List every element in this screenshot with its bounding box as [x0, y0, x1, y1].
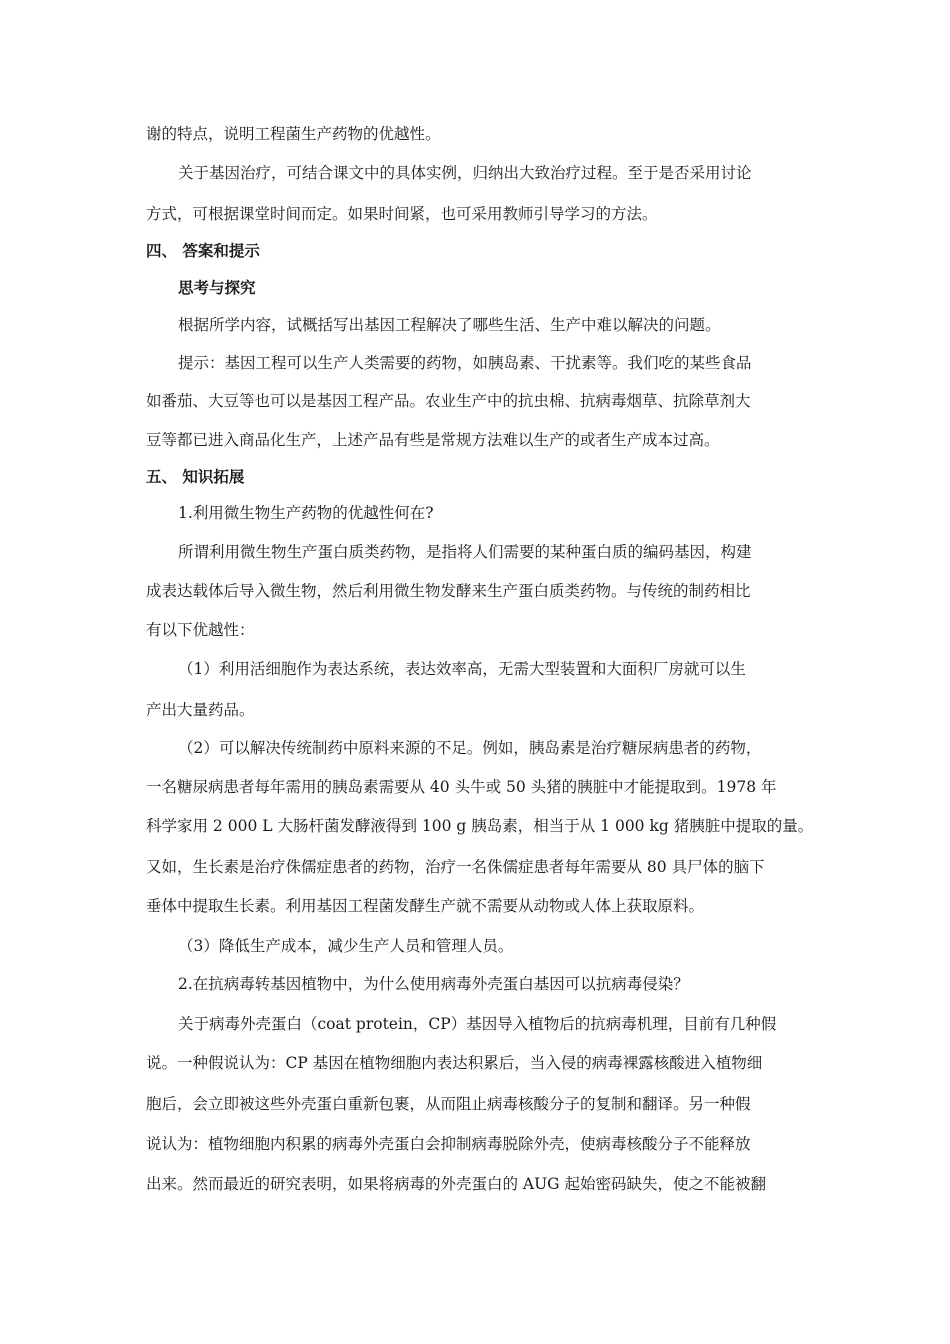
paragraph-line: 豆等都已进入商品化生产，上述产品有些是常规方法难以生产的或者生产成本过高。: [146, 431, 720, 449]
paragraph-line: （3）降低生产成本，减少生产人员和管理人员。: [178, 937, 514, 955]
paragraph-line: 胞后，会立即被这些外壳蛋白重新包裹，从而阻止病毒核酸分子的复制和翻译。另一种假: [146, 1095, 751, 1113]
paragraph-line: 成表达载体后导入微生物，然后利用微生物发酵来生产蛋白质类药物。与传统的制药相比: [146, 582, 751, 600]
paragraph-line: 关于基因治疗，可结合课文中的具体实例，归纳出大致治疗过程。至于是否采用讨论: [178, 164, 752, 182]
section-heading: 四、 答案和提示: [146, 242, 260, 260]
question-text: 根据所学内容，试概括写出基因工程解决了哪些生活、生产中难以解决的问题。: [178, 316, 721, 334]
paragraph-line: 说。一种假说认为：CP 基因在植物细胞内表达积累后，当入侵的病毒裸露核酸进入植物细: [146, 1054, 763, 1072]
paragraph-line: 谢的特点，说明工程菌生产药物的优越性。: [146, 125, 441, 143]
question-text: 2.在抗病毒转基因植物中，为什么使用病毒外壳蛋白基因可以抗病毒侵染？: [178, 975, 689, 993]
paragraph-line: 垂体中提取生长素。利用基因工程菌发酵生产就不需要从动物或人体上获取原料。: [146, 897, 705, 915]
section-heading: 五、 知识拓展: [146, 468, 245, 486]
paragraph-line: 产出大量药品。: [146, 701, 255, 719]
paragraph-line: 说认为：植物细胞内积累的病毒外壳蛋白会抑制病毒脱除外壳，使病毒核酸分子不能释放: [146, 1135, 751, 1153]
paragraph-line: 所谓利用微生物生产蛋白质类药物，是指将人们需要的某种蛋白质的编码基因，构建: [178, 543, 752, 561]
paragraph-line: 科学家用 2 000 L 大肠杆菌发酵液得到 100 g 胰岛素，相当于从 1 000 kg 猪胰脏中提取的量。: [146, 817, 814, 835]
paragraph-line: 一名糖尿病患者每年需用的胰岛素需要从 40 头牛或 50 头猪的胰脏中才能提取到。1978 年: [146, 778, 777, 796]
paragraph-line: 如番茄、大豆等也可以是基因工程产品。农业生产中的抗虫棉、抗病毒烟草、抗除草剂大: [146, 392, 751, 410]
paragraph-line: （1）利用活细胞作为表达系统，表达效率高，无需大型装置和大面积厂房就可以生: [178, 660, 746, 678]
paragraph-line: 方式，可根据课堂时间而定。如果时间紧，也可采用教师引导学习的方法。: [146, 205, 658, 223]
question-text: 1.利用微生物生产药物的优越性何在?: [178, 504, 434, 522]
subsection-heading: 思考与探究: [178, 279, 256, 297]
paragraph-line: 提示：基因工程可以生产人类需要的药物，如胰岛素、干扰素等。我们吃的某些食品: [178, 354, 752, 372]
paragraph-line: 出来。然而最近的研究表明，如果将病毒的外壳蛋白的 AUG 起始密码缺失，使之不能被翻: [146, 1175, 766, 1193]
paragraph-line: 有以下优越性：: [146, 621, 255, 639]
paragraph-line: 关于病毒外壳蛋白（coat protein，CP）基因导入植物后的抗病毒机理，目前有几种假: [178, 1015, 777, 1033]
paragraph-line: 又如，生长素是治疗侏儒症患者的药物，治疗一名侏儒症患者每年需要从 80 具尸体的脑下: [146, 858, 765, 876]
paragraph-line: （2）可以解决传统制药中原料来源的不足。例如，胰岛素是治疗糖尿病患者的药物，: [178, 739, 762, 757]
